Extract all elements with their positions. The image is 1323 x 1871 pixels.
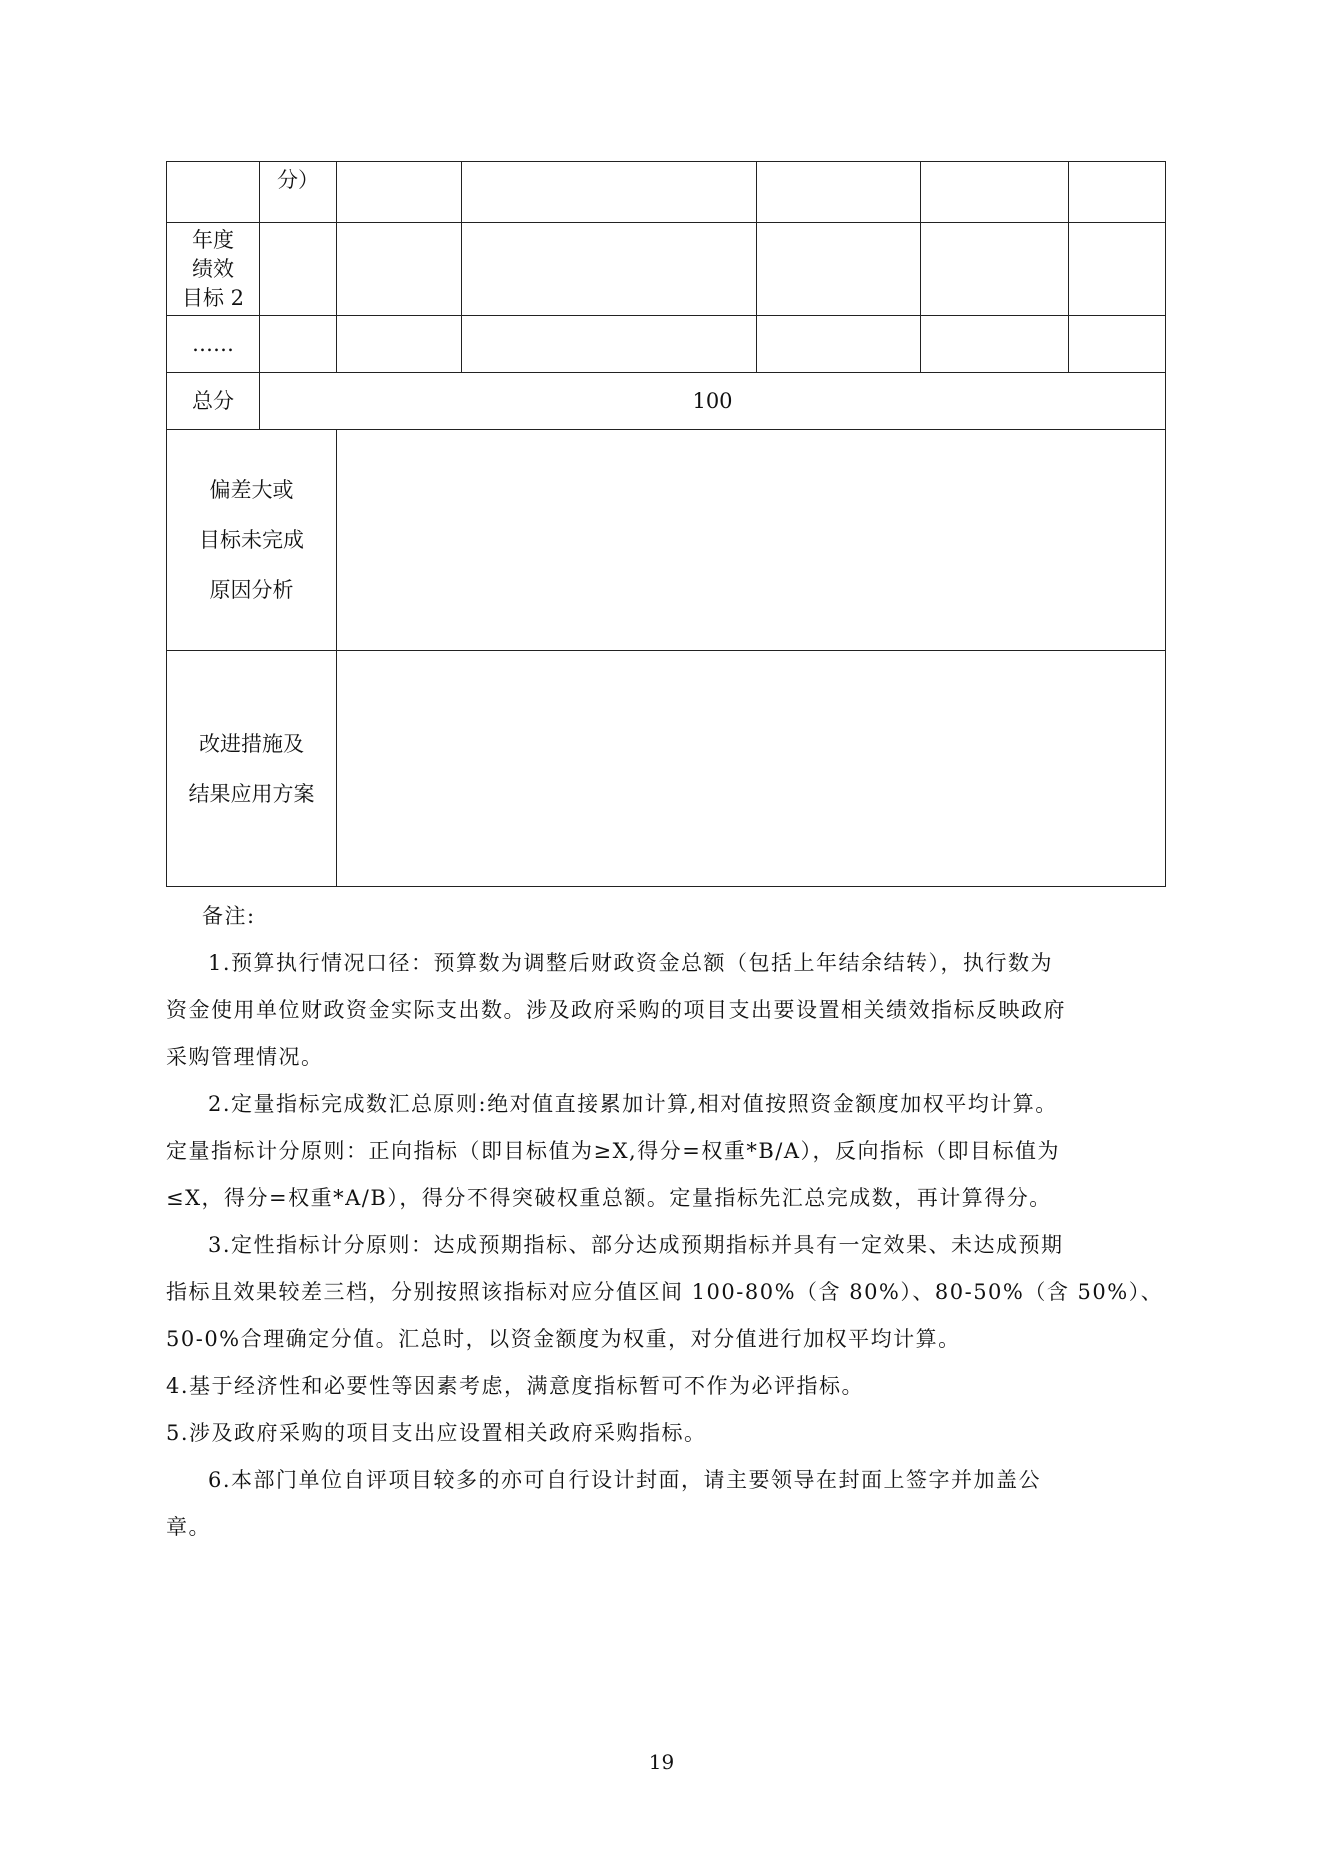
table-row [167, 373, 1166, 430]
table-cell [921, 162, 1069, 223]
table-cell [757, 223, 921, 316]
table-cell-fen: 分） [260, 162, 337, 223]
table-cell [1069, 223, 1166, 316]
note-line: 指标且效果较差三档，分别按照该指标对应分值区间 100-80%（含 80%）、80-50%（含 50%）、 [166, 1280, 1164, 1304]
note-line: 4.基于经济性和必要性等因素考虑，满意度指标暂可不作为必评指标。 [166, 1374, 865, 1398]
table-row [167, 651, 1166, 887]
label-line: 年度 [192, 227, 234, 252]
label-line: 绩效 [192, 256, 234, 281]
table-cell [167, 162, 260, 223]
table-row [167, 223, 1166, 316]
table-cell [337, 223, 462, 316]
table-row [167, 316, 1166, 373]
note-line: 2.定量指标完成数汇总原则:绝对值直接累加计算,相对值按照资金额度加权平均计算。 [208, 1092, 1058, 1116]
table-cell [337, 316, 462, 373]
annual-goal-2-label [167, 223, 260, 316]
table-cell [921, 316, 1069, 373]
improvement-plan-content [337, 651, 1166, 887]
table-cell [757, 162, 921, 223]
label-line: 偏差大或 [209, 478, 294, 502]
label-line: 原因分析 [209, 578, 294, 602]
note-line: 1.预算执行情况口径：预算数为调整后财政资金总额（包括上年结余结转），执行数为 [208, 951, 1054, 975]
note-line: ≤X，得分=权重*A/B），得分不得突破权重总额。定量指标先汇总完成数，再计算得分。 [166, 1186, 1052, 1210]
table-cell [337, 162, 462, 223]
improvement-plan-label [167, 651, 337, 887]
table-cell [462, 223, 757, 316]
total-score-label: 总分 [167, 373, 260, 430]
note-line: 3.定性指标计分原则：达成预期指标、部分达成预期指标并具有一定效果、未达成预期 [208, 1233, 1064, 1257]
deviation-analysis-content [337, 430, 1166, 651]
note-line: 定量指标计分原则：正向指标（即目标值为≥X,得分=权重*B/A），反向指标（即目标值为 [166, 1139, 1060, 1163]
label-line: 改进措施及 [199, 731, 304, 756]
note-line: 5.涉及政府采购的项目支出应设置相关政府采购指标。 [166, 1421, 707, 1445]
table-cell [1069, 162, 1166, 223]
table-row [167, 430, 1166, 651]
note-line: 50-0%合理确定分值。汇总时，以资金额度为权重，对分值进行加权平均计算。 [166, 1327, 961, 1351]
table-cell [260, 316, 337, 373]
page-number: 19 [648, 1750, 675, 1774]
total-score-value: 100 [260, 373, 1166, 430]
deviation-analysis-label [167, 430, 337, 651]
ellipsis-label: …… [167, 316, 260, 373]
table-cell [757, 316, 921, 373]
table-cell [1069, 316, 1166, 373]
label-line: 目标 2 [181, 285, 245, 310]
note-line: 6.本部门单位自评项目较多的亦可自行设计封面，请主要领导在封面上签字并加盖公 [208, 1468, 1042, 1492]
notes-section [166, 893, 1166, 1551]
table-cell [260, 223, 337, 316]
note-line: 章。 [166, 1515, 211, 1539]
table-row [167, 162, 1166, 223]
notes-heading: 备注: [202, 904, 256, 928]
table-cell [921, 223, 1069, 316]
label-line: 结果应用方案 [188, 781, 315, 806]
performance-table [166, 161, 1166, 887]
table-cell [462, 162, 757, 223]
label-line: 目标未完成 [199, 528, 304, 552]
note-line: 采购管理情况。 [166, 1045, 324, 1069]
note-line: 资金使用单位财政资金实际支出数。涉及政府采购的项目支出要设置相关绩效指标反映政府 [166, 998, 1066, 1022]
table-cell [462, 316, 757, 373]
